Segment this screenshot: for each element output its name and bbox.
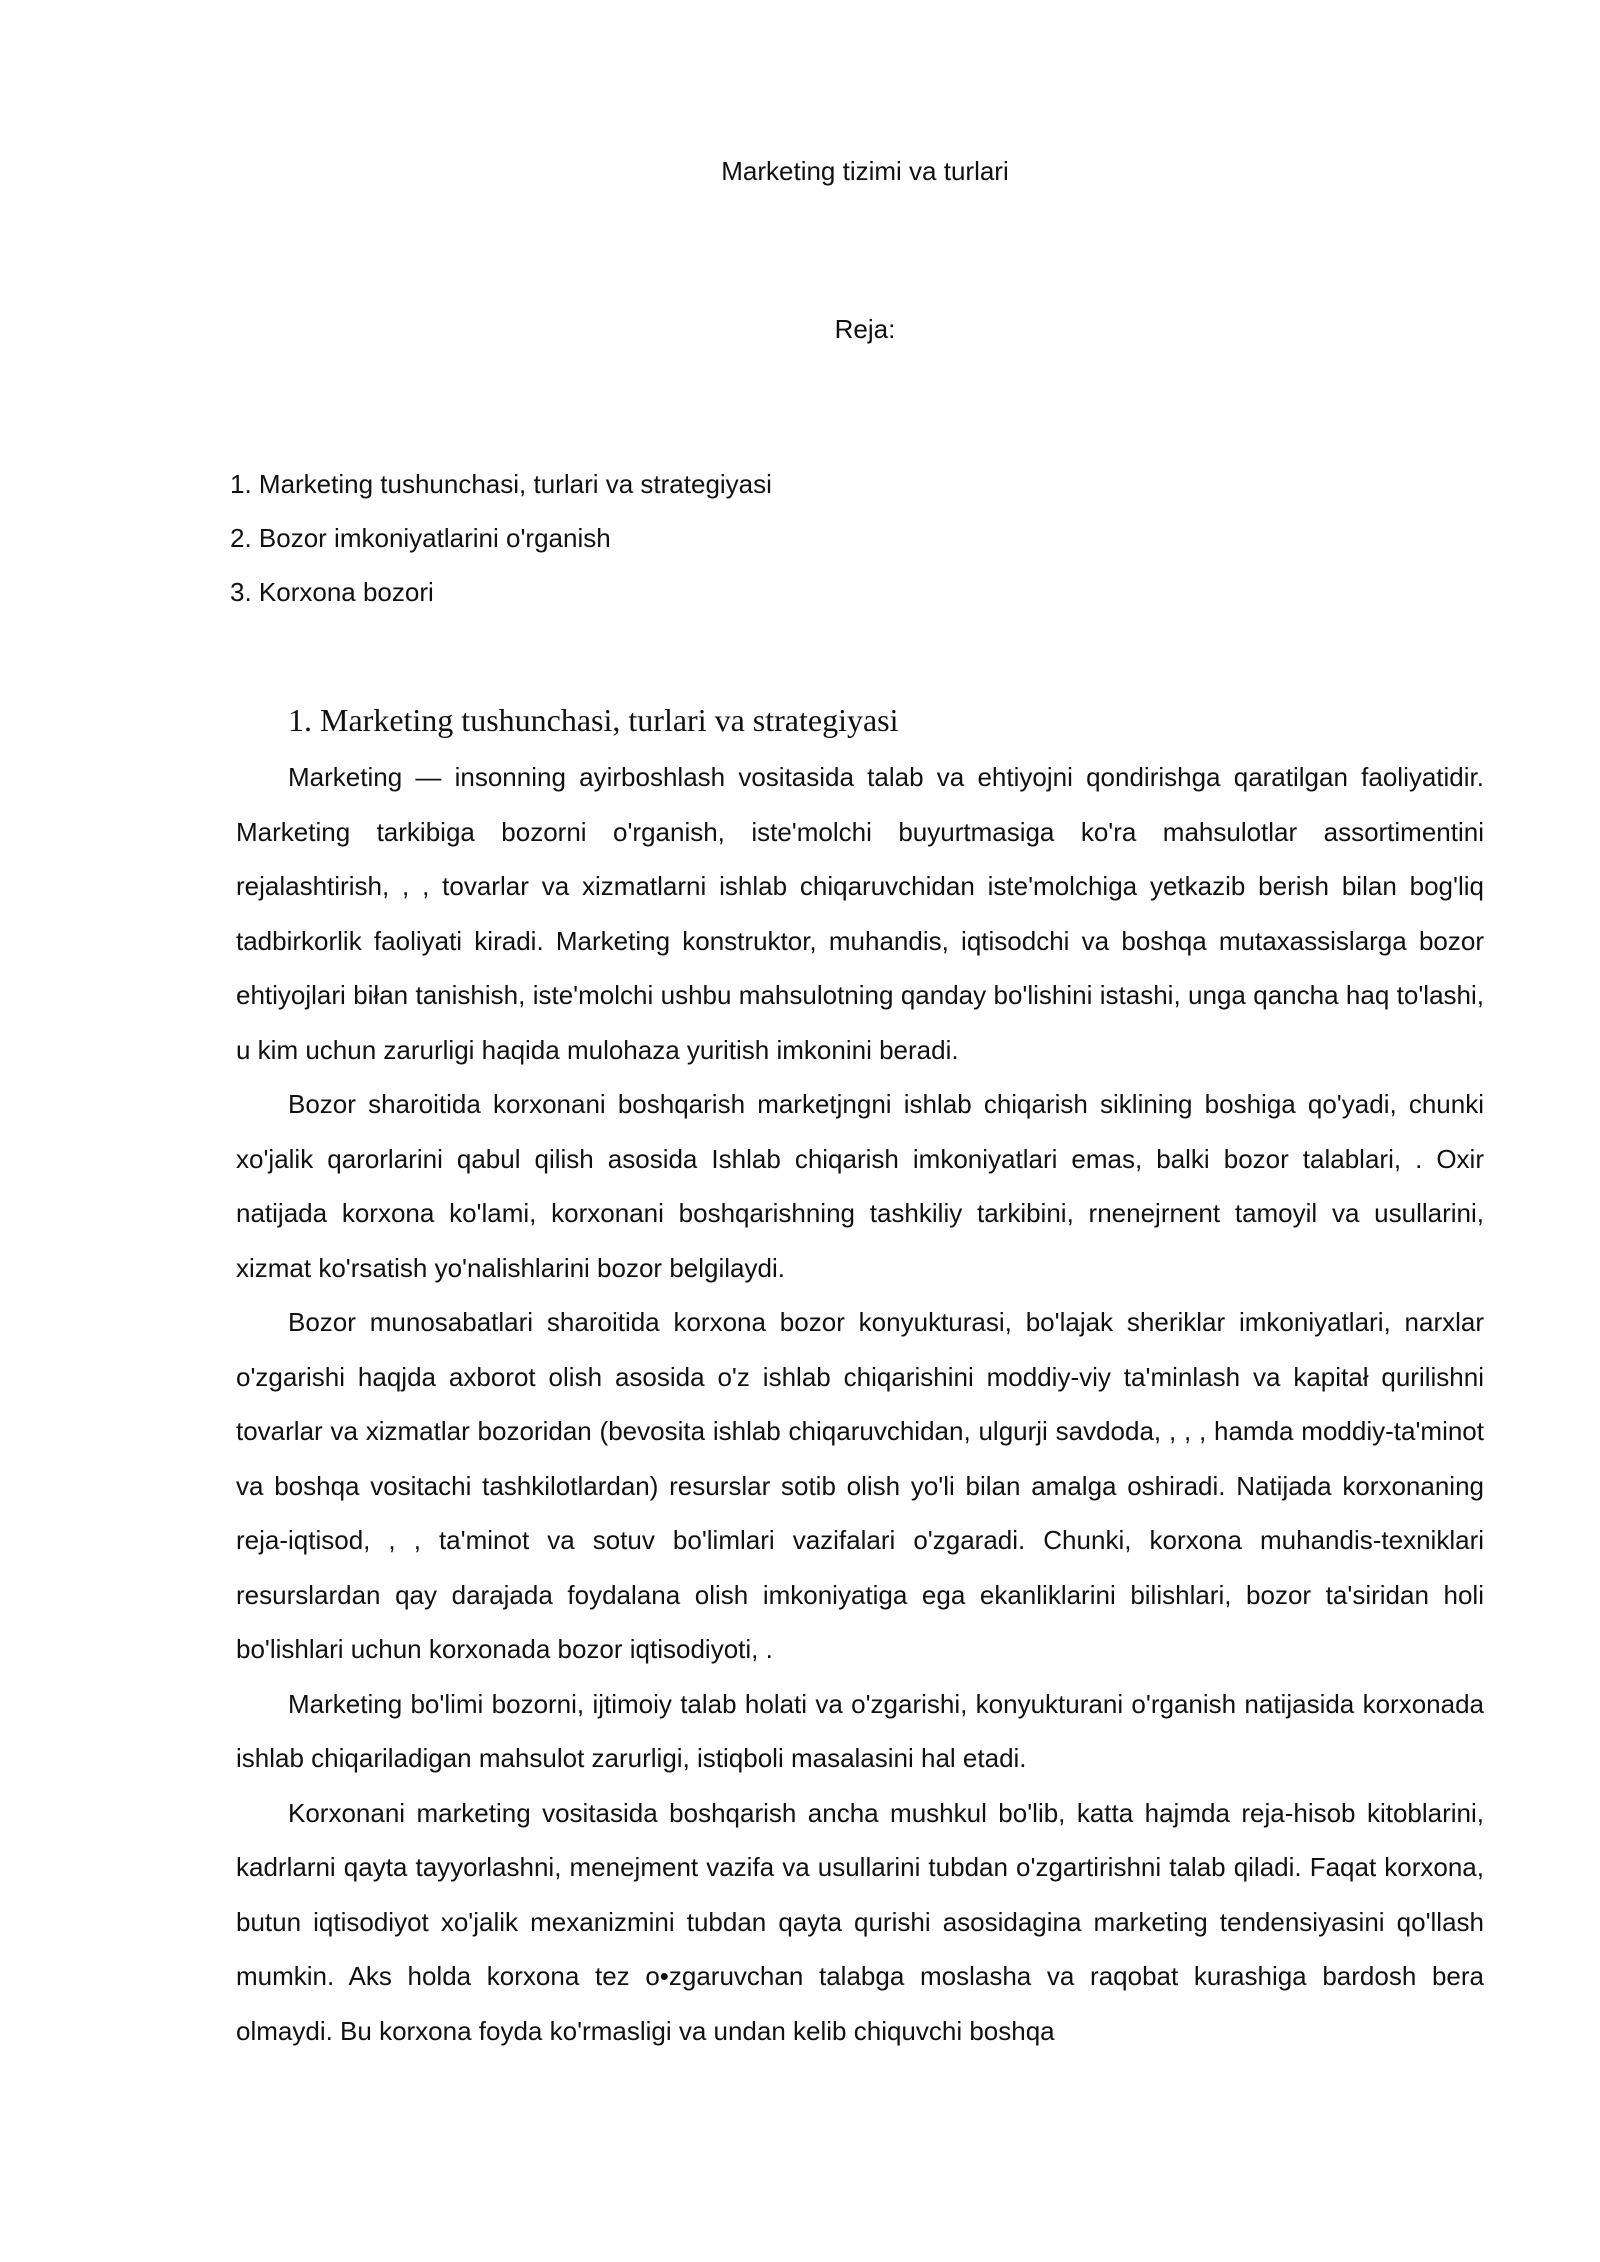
paragraph: Bozor munosabatlari sharoitida korxona bozor konyukturasi, bo'lajak sheriklar imkoniyatlari, narxlar o'zgarishi haqjda axborot olish asosida o'z ishlab chiqarishini moddiy-viy ta'minlash va kapitał qurilishni tovarlar va xizmatlar bozoridan (bevosita ishlab chiqaruvchidan, ulgurji savdoda, , , , hamda moddiy-ta'minot va boshqa vositachi tashkilotlardan) resurslar sotib olish yo'li bilan amalga oshiradi. Natijada korxonaning reja-iqtisod, , , ta'minot va sotuv bo'limlari vazifalari o'zgaradi. Chunki, korxona muhandis-texniklari resurslardan qay darajada foydalana olish imkoniyatiga ega ekanliklarini bilishlari, bozor ta'siridan holi bo'lishlari uchun korxonada bozor iqtisodiyoti, . xyxy=(236,1307,1484,1664)
plan-item: 1. Marketing tushunchasi, turlari va strategiyasi xyxy=(230,469,772,499)
plan-item: 2. Bozor imkoniyatlarini o'rganish xyxy=(230,523,611,553)
paragraph: Korxonani marketing vositasida boshqarish ancha mushkul bo'lib, katta hajmda reja-hisob kitoblarini, kadrlarni qayta tayyorlashni, menejment vazifa va usullarini tubdan o'zgartirishni talab qiladi. Faqat korxona, butun iqtisodiyot xo'jalik mexanizmini tubdan qayta qurishi asosidagina marketing tendensiyasini qo'llash mumkin. Aks holda korxona tez o•zgaruvchan talabga moslasha va raqobat kurashiga bardosh bera olmaydi. Bu korxona foyda ko'rmasligi va undan kelib chiquvchi boshqa xyxy=(236,1797,1484,2046)
body-text xyxy=(236,750,1484,2058)
paragraph: Marketing bo'limi bozorni, ijtimoiy talab holati va o'zgarishi, konyukturani o'rganish natijasida korxonada ishlab chiqariladigan mahsulot zarurligi, istiqboli masalasini hal etadi. xyxy=(236,1688,1484,1773)
section-title: 1. Marketing tushunchasi, turlari va strategiyasi xyxy=(288,702,899,738)
plan-list xyxy=(230,467,772,629)
plan-item: 3. Korxona bozori xyxy=(230,577,434,607)
document-title: Marketing tizimi va turlari xyxy=(721,156,1009,186)
plan-heading: Reja: xyxy=(834,314,896,344)
paragraph: Marketing — insonning ayirboshlash vositasida talab va ehtiyojni qondirishga qaratilgan faoliyatidir. Marketing tarkibiga bozorni o'rganish, iste'molchi buyurtmasiga ko'ra mahsulotlar assortimentini rejalashtirish, , , tovarlar va xizmatlarni ishlab chiqaruvchidan iste'molchiga yetkazib berish bilan bog'liq tadbirkorlik faoliyati kiradi. Marketing konstruktor, muhandis, iqtisodchi va boshqa mutaxassislarga bozor ehtiyojlari biłan tanishish, iste'molchi ushbu mahsulotning qanday bo'lishini istashi, unga qancha haq to'lashi, u kim uchun zarurligi haqida mulohaza yuritish imkonini beradi. xyxy=(236,762,1484,1065)
paragraph: Bozor sharoitida korxonani boshqarish marketjngni ishlab chiqarish siklining boshiga qo'yadi, chunki xo'jalik qarorlarini qabul qilish asosida Ishlab chiqarish imkoniyatlari emas, balki bozor talablari, . Oxir natijada korxona ko'lami, korxonani boshqarishning tashkiliy tarkibini, rnenejrnent tamoyil va usullarini, xizmat ko'rsatish yo'nalishlarini bozor belgilaydi. xyxy=(236,1089,1484,1283)
